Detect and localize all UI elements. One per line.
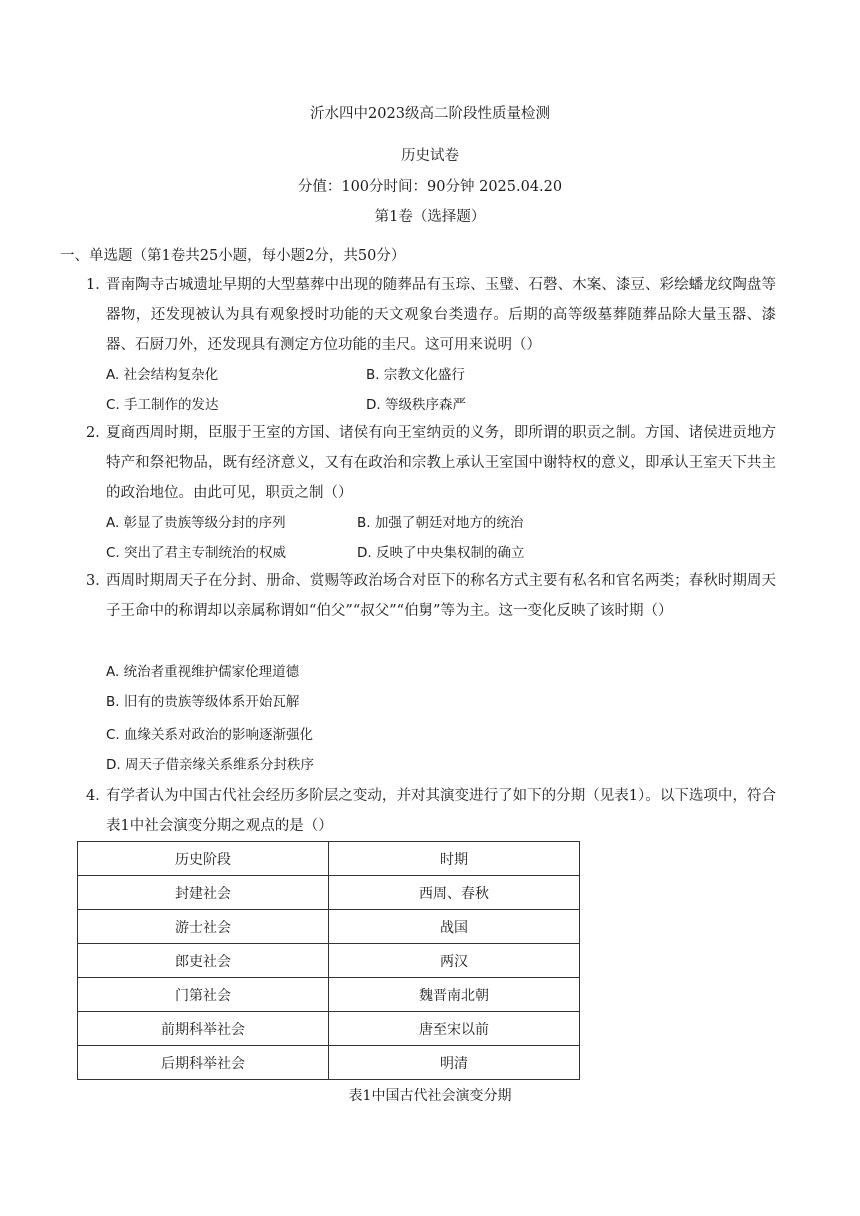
table-header-cell: 历史阶段 bbox=[78, 842, 329, 876]
question-2 bbox=[86, 418, 776, 508]
table-cell: 西周、春秋 bbox=[329, 876, 580, 910]
section-heading: 一、单选题（第1卷共25小题，每小题2分，共50分） bbox=[60, 248, 406, 264]
question-stem: 夏商西周时期，臣服于王室的方国、诸侯有向王室纳贡的义务，即所谓的职贡之制。方国、诸侯进贡地方特产和祭祀物品，既有经济意义，又有在政治和宗教上承认王室国中谢特权的意义，即承认王室天下共主的政治地位。由此可见，职贡之制（） bbox=[106, 425, 776, 501]
table-cell: 魏晋南北朝 bbox=[329, 978, 580, 1012]
question-number: 1． bbox=[86, 277, 110, 293]
volume-heading: 第1卷（选择题） bbox=[374, 209, 486, 225]
exam-subtitle: 历史试卷 bbox=[401, 148, 459, 164]
option-a[interactable]: A. 统治者重视维护儒家伦理道德 bbox=[106, 664, 300, 680]
question-stem: 晋南陶寺古城遗址早期的大型墓葬中出现的随葬品有玉琮、玉璧、石磬、木案、漆豆、彩绘蟠龙纹陶盘等器物，还发现被认为具有观象授时功能的天文观象台类遗存。后期的高等级墓葬随葬品除大量玉器、漆器、石厨刀外，还发现具有测定方位功能的圭尺。这可用来说明（） bbox=[106, 277, 776, 353]
table-cell: 后期科举社会 bbox=[78, 1046, 329, 1080]
table-header-row bbox=[78, 842, 580, 876]
question-4 bbox=[86, 781, 776, 841]
table-cell: 郎吏社会 bbox=[78, 944, 329, 978]
option-d[interactable]: D. 反映了中央集权制的确立 bbox=[357, 545, 525, 561]
question-number: 2． bbox=[86, 425, 110, 441]
table-row bbox=[78, 910, 580, 944]
exam-title: 沂水四中2023级高二阶段性质量检测 bbox=[310, 106, 550, 122]
option-a[interactable]: A. 社会结构复杂化 bbox=[106, 367, 219, 383]
option-c[interactable]: C. 突出了君主专制统治的权威 bbox=[106, 545, 287, 561]
question-3 bbox=[86, 566, 776, 626]
question-1 bbox=[86, 270, 776, 360]
exam-meta: 分值：100分时间：90分钟 2025.04.20 bbox=[297, 179, 563, 195]
option-d[interactable]: D. 等级秩序森严 bbox=[366, 397, 466, 413]
table-cell: 封建社会 bbox=[78, 876, 329, 910]
periodization-table bbox=[77, 841, 580, 1080]
option-b[interactable]: B. 旧有的贵族等级体系开始瓦解 bbox=[106, 694, 300, 710]
question-number: 4． bbox=[86, 788, 110, 804]
table-cell: 明清 bbox=[329, 1046, 580, 1080]
table-cell: 前期科举社会 bbox=[78, 1012, 329, 1046]
table-row bbox=[78, 1046, 580, 1080]
table-cell: 唐至宋以前 bbox=[329, 1012, 580, 1046]
option-c[interactable]: C. 手工制作的发达 bbox=[106, 397, 219, 413]
question-number: 3． bbox=[86, 573, 110, 589]
option-b[interactable]: B. 加强了朝廷对地方的统治 bbox=[357, 515, 524, 531]
table-row bbox=[78, 978, 580, 1012]
table-header-cell: 时期 bbox=[329, 842, 580, 876]
table-cell: 门第社会 bbox=[78, 978, 329, 1012]
table-cell: 两汉 bbox=[329, 944, 580, 978]
question-stem: 西周时期周天子在分封、册命、赏赐等政治场合对臣下的称名方式主要有私名和官名两类；春秋时期周天子王命中的称谓却以亲属称谓如“伯父”“叔父”“伯舅”等为主。这一变化反映了该时期（） bbox=[106, 573, 776, 619]
option-a[interactable]: A. 彰显了贵族等级分封的序列 bbox=[106, 515, 286, 531]
question-stem: 有学者认为中国古代社会经历多阶层之变动，并对其演变进行了如下的分期（见表1）。以下选项中，符合表1中社会演变分期之观点的是（） bbox=[106, 788, 776, 834]
table-caption: 表1中国古代社会演变分期 bbox=[348, 1088, 512, 1104]
table-cell: 游士社会 bbox=[78, 910, 329, 944]
option-b[interactable]: B. 宗教文化盛行 bbox=[366, 367, 465, 383]
table-cell: 战国 bbox=[329, 910, 580, 944]
option-c[interactable]: C. 血缘关系对政治的影响逐渐强化 bbox=[106, 727, 314, 743]
table-row bbox=[78, 876, 580, 910]
option-d[interactable]: D. 周天子借亲缘关系维系分封秩序 bbox=[106, 757, 314, 773]
table-row bbox=[78, 1012, 580, 1046]
table-row bbox=[78, 944, 580, 978]
